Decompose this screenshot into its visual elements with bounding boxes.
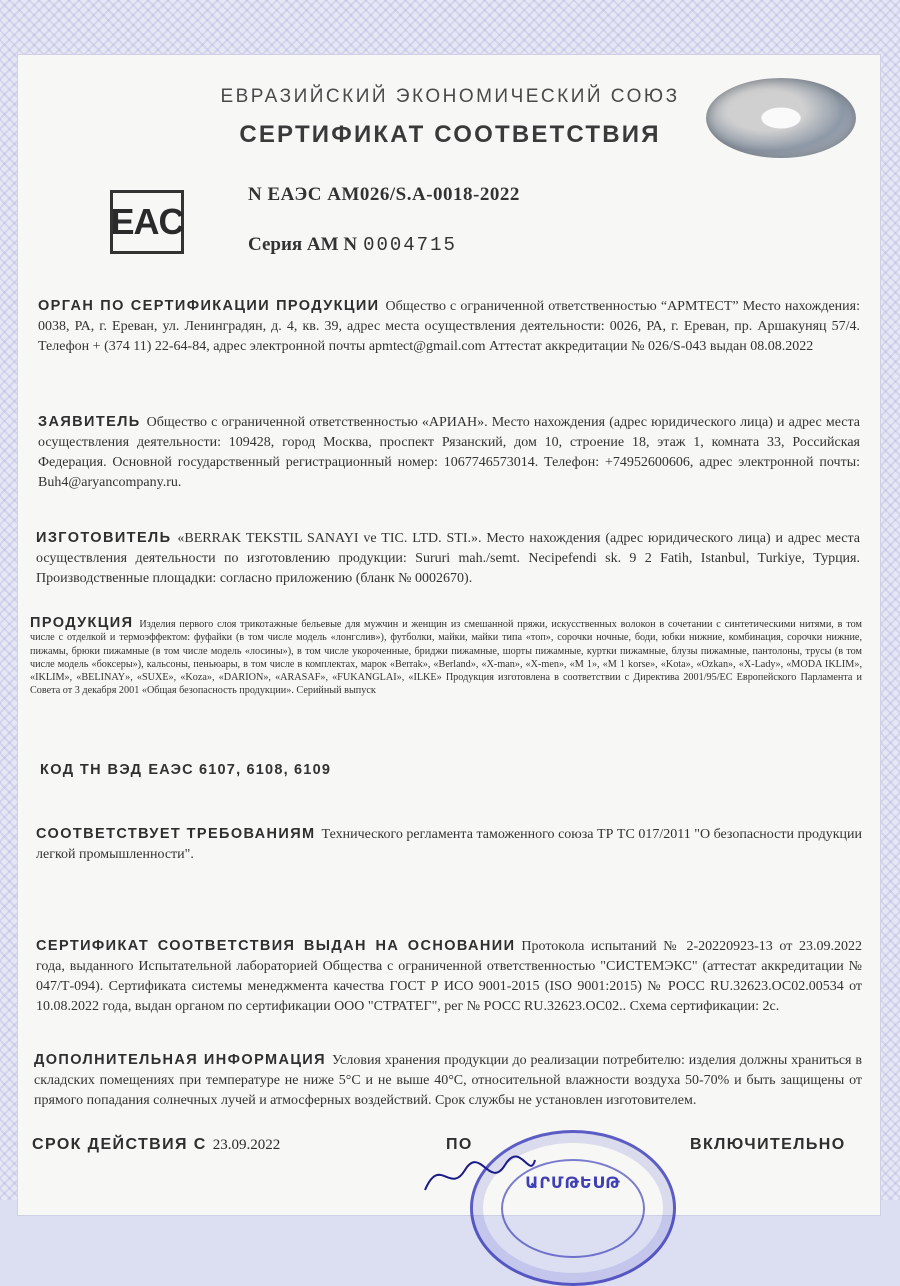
section-manufacturer <box>36 528 860 589</box>
section-basis <box>36 936 862 1017</box>
section-applicant-text: Общество с ограниченной ответственностью «АРИАН». Место нахождения (адрес юридического лица) и адрес места осуществления деятельности: 109428, город Москва, проспект Рязанский, дом 10, строение 18, этаж 1, комната 33, Российская Федерация. Основной государственный регистрационный номер: 1067746573014. Телефон: +74952600606, адрес электронной почты: Buh4@aryancompany.ru. <box>38 415 860 490</box>
validity-inclusive <box>690 1136 852 1154</box>
section-requirements-heading: СООТВЕТСТВУЕТ ТРЕБОВАНИЯМ <box>36 826 316 842</box>
certificate-title: СЕРТИФИКАТ СООТВЕТСТВИЯ <box>239 121 661 148</box>
series-label: Серия АМ N <box>248 234 358 255</box>
section-body-text: Общество с ограниченной ответственностью “АРМТЕСТ” Место нахождения: 0038, РА, г. Ереван, ул. Ленинградян, д. 4, кв. 39, адрес места осуществления деятельности: 0026, РА, г. Ереван, пр. Аршакуняц 57/4. Телефон + (374 11) 22-64-84, адрес электронной почты apmtect@gmail.com Аттестат аккредитации № 026/S-043 выдан 08.08.2022 <box>38 299 860 354</box>
section-tnved <box>40 760 860 781</box>
validity-to <box>446 1136 479 1154</box>
section-basis-text: Протокола испытаний № 2-20220923-13 от 23.09.2022 года, выданного Испытательной лабораторией Общества с ограниченной ответственностью "СИСТЕМЭКС" (аттестат аккредитации № 047/Т-094). Сертификата системы менеджмента качества ГОСТ Р ИСО 9001-2015 (ISO 9001:2015) № РОСС RU.32623.ОС02.00534 от 10.08.2022 года, выдан органом по сертификации ООО "СТРАТЕГ", рег № РОСС RU.32623.ОС02.. Схема сертификации: 2с. <box>36 939 863 1014</box>
section-applicant <box>38 412 860 493</box>
section-basis-heading: СЕРТИФИКАТ СООТВЕТСТВИЯ ВЫДАН НА ОСНОВАНИИ <box>36 938 516 954</box>
seal-stamp-text: ԱՐՄԹԵՍԹ <box>525 1175 621 1192</box>
section-requirements <box>36 824 862 865</box>
certificate-number: N ЕАЭС АМ026/S.A-0018-2022 <box>248 184 520 205</box>
section-manufacturer-heading: ИЗГОТОВИТЕЛЬ <box>36 530 172 546</box>
section-product-heading: ПРОДУКЦИЯ <box>30 615 134 631</box>
hologram-icon <box>706 78 856 158</box>
section-requirements-text: Технического регламента таможенного союза ТР ТС 017/2011 "О безопасности продукции легкой промышленности". <box>36 827 862 862</box>
validity-inclusive-label: ВКЛЮЧИТЕЛЬНО <box>690 1136 846 1153</box>
eac-logo-text: EAC <box>110 201 184 242</box>
validity-from <box>32 1136 280 1154</box>
validity-from-date: 23.09.2022 <box>212 1137 281 1153</box>
section-body-heading: ОРГАН ПО СЕРТИФИКАЦИИ ПРОДУКЦИИ <box>38 298 380 314</box>
validity-to-label: ПО <box>446 1136 473 1153</box>
series-number: 0004715 <box>363 234 457 256</box>
section-body <box>38 296 860 357</box>
section-product-text: Изделия первого слоя трикотажные бельевые для мужчин и женщин из смешанной пряжи, искусственных волокон в сочетании с синтетическими нитями, в том числе с отделкой и термоэффектом: фуфайки (в том числе модель «лонгслив»), футболки, майки, майки типа «топ», сорочки ночные, боди, юбки нижние, комбинация, сорочки нижние, пижамы, брюки пижамные (в том числе модель «лосины»), в том числе укороченные, бриджи пижамные, шорты пижамные, куртки пижамные, блузы пижамные, пантолоны, трусы (в том числе модель «боксеры»), кальсоны, пеньюары, в том числе в комплектах, марок «Berrak», «Berland», «X-man», «X-men», «M 1», «M 1 korse», «Kota», «Ozkan», «X-Lady», «MODA IKLIM», «IKLIM», «BELINAY», «SUXE», «Koza», «DARION», «ARASAF», «FUKANGLAI», «ILKE» Продукция изготовлена в соответствии с Директива 2001/95/ЕС Европейского Парламента и Совета от 3 декабря 2001 «Общая безопасность продукции». Серийный выпуск <box>30 619 862 697</box>
section-tnved-heading: КОД ТН ВЭД <box>40 762 143 778</box>
section-product <box>30 617 862 698</box>
eac-logo-icon <box>110 190 184 254</box>
signature-icon <box>420 1150 540 1200</box>
section-applicant-heading: ЗАЯВИТЕЛЬ <box>38 414 141 430</box>
header-union: ЕВРАЗИЙСКИЙ ЭКОНОМИЧЕСКИЙ СОЮЗ <box>220 86 680 107</box>
series-line <box>248 234 457 256</box>
section-additional-text: Условия хранения продукции до реализации потребителю: изделия должны храниться в складских помещениях при температуре не ниже 5°С и не выше 40°С, относительной влажности воздуха 50-70% и быть защищены от прямого попадания солнечных лучей и атмосферных воздействий. Срок службы не установлен изготовителем. <box>34 1053 862 1108</box>
section-tnved-text: ЕАЭС 6107, 6108, 6109 <box>148 762 332 778</box>
section-manufacturer-text: «BERRAK TEKSTIL SANAYI ve TIC. LTD. STI.». Место нахождения (адрес юридического лица) и адрес места осуществления деятельности по изготовлению продукции: Sururi mah./semt. Necipefendi sk. 9 2 Fatih, Istanbul, Turkiye, Турция. Производственные площадки: согласно приложению (бланк № 0002670). <box>36 531 860 586</box>
validity-from-label: СРОК ДЕЙСТВИЯ С <box>32 1136 207 1153</box>
section-additional <box>34 1050 862 1111</box>
section-additional-heading: ДОПОЛНИТЕЛЬНАЯ ИНФОРМАЦИЯ <box>34 1052 326 1068</box>
